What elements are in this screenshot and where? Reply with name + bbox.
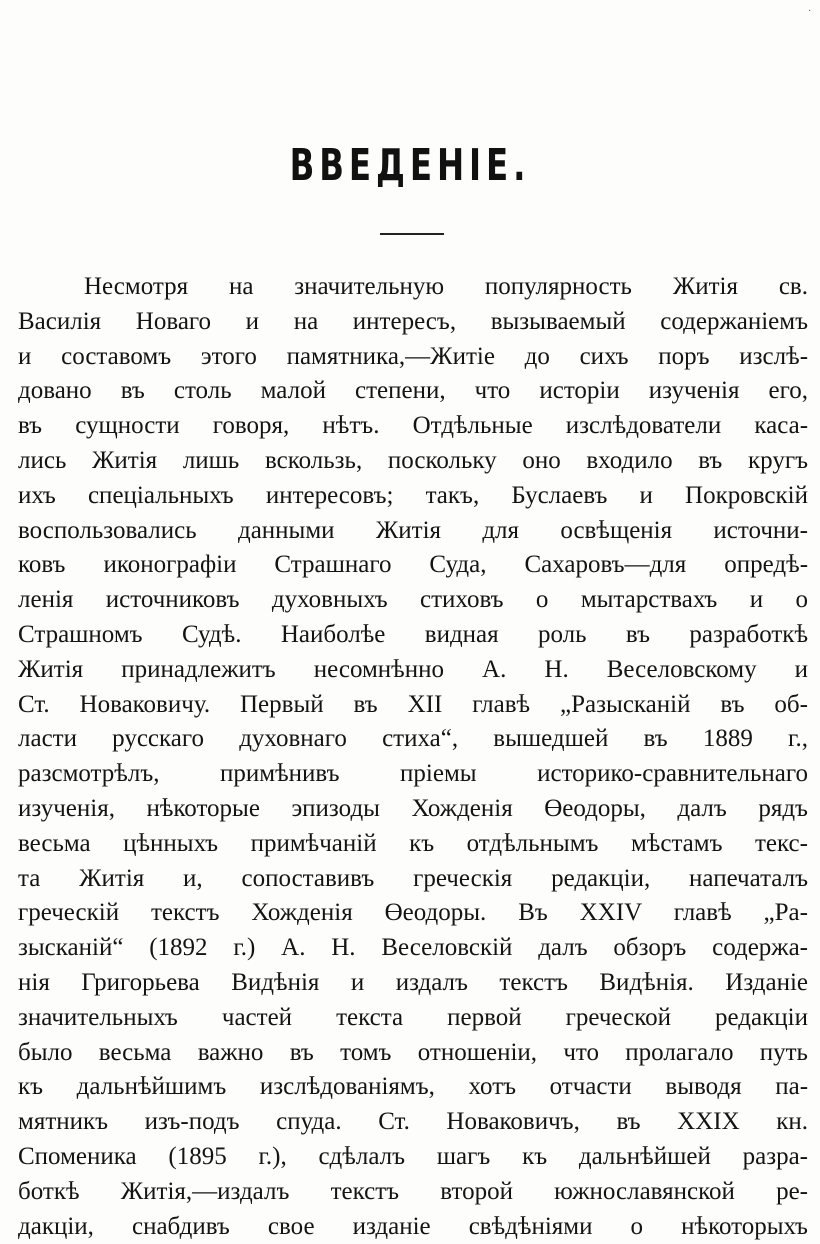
text-line: лись Житія лишь вскользь, поскольку оно входило въ кругъ bbox=[18, 446, 808, 474]
text-line: ихъ спеціальныхъ интересовъ; такъ, Буслаевъ и Покровскій bbox=[18, 481, 808, 509]
text-line: боткѣ Житія,—издалъ текстъ второй южнославянской ре- bbox=[18, 1177, 808, 1205]
text-line: ленія источниковъ духовныхъ стиховъ о мытарствахъ и о bbox=[18, 586, 808, 614]
text-line: Споменика (1895 г.), сдѣлалъ шагъ къ дальнѣйшей разра- bbox=[18, 1142, 808, 1170]
text-line: разсмотрѣлъ, примѣнивъ пріемы историко-сравнительнаго bbox=[18, 760, 809, 788]
text-line: Несмотря на значительную популярность Житія св. bbox=[84, 273, 808, 300]
text-line: Ст. Новаковичу. Первый въ XII главѣ „Разысканій въ об- bbox=[18, 690, 808, 718]
text-line: нія Григорьева Видѣнія и издалъ текстъ Видѣнія. Изданіе bbox=[18, 968, 808, 996]
text-line: Василія Новаго и на интересъ, вызываемый содержаніемъ bbox=[18, 307, 808, 335]
text-line: къ дальнѣйшимъ изслѣдованіямъ, хотъ отчасти выводя па- bbox=[18, 1073, 809, 1101]
page-title: ВВЕДЕНІЕ. bbox=[289, 140, 531, 191]
text-line: изученія, нѣкоторые эпизоды Хожденія Өеодоры, далъ рядъ bbox=[18, 794, 808, 822]
text-line: зысканій“ (1892 г.) А. Н. Веселовскій далъ обзоръ содержа- bbox=[18, 934, 808, 962]
text-line: воспользовались данными Житія для освѣщенія источни- bbox=[18, 516, 809, 544]
text-line: греческій текстъ Хожденія Өеодоры. Въ XXIV главѣ „Ра- bbox=[18, 899, 808, 927]
text-line: мятникъ изъ-подъ спуда. Ст. Новаковичъ, въ XXIX кн. bbox=[18, 1108, 809, 1136]
text-line: въ сущности говоря, нѣтъ. Отдѣльные изслѣдователи каса- bbox=[18, 412, 809, 440]
text-line: та Житія и, сопоставивъ греческія редакціи, напечаталъ bbox=[18, 864, 809, 892]
text-line: довано въ столь малой степени, что исторіи изученія его, bbox=[18, 377, 809, 405]
text-line: значительныхъ частей текста первой греческой редакціи bbox=[18, 1003, 808, 1031]
text-line: дакціи, снабдивъ свое изданіе свѣдѣніями о нѣкоторыхъ bbox=[18, 1212, 808, 1240]
text-line: Страшномъ Судѣ. Наиболѣе видная роль въ разработкѣ bbox=[18, 620, 809, 648]
text-line: Житія принадлежитъ несомнѣнно А. Н. Веселовскому и bbox=[18, 655, 808, 683]
title-divider bbox=[380, 233, 444, 235]
corner-mark: · bbox=[808, 6, 812, 17]
text-line: ковъ иконографіи Страшнаго Суда, Сахаровъ—для опредѣ- bbox=[18, 551, 809, 579]
text-line: ласти русскаго духовнаго стиха“, вышедшей въ 1889 г., bbox=[18, 725, 808, 753]
text-line: весьма цѣнныхъ примѣчаній къ отдѣльнымъ мѣстамъ текс- bbox=[18, 829, 808, 857]
text-line: было весьма важно въ томъ отношеніи, что пролагало путь bbox=[18, 1038, 808, 1066]
text-line: и составомъ этого памятника,—Житіе до сихъ поръ изслѣ- bbox=[18, 342, 809, 370]
body-paragraph bbox=[18, 270, 808, 1244]
